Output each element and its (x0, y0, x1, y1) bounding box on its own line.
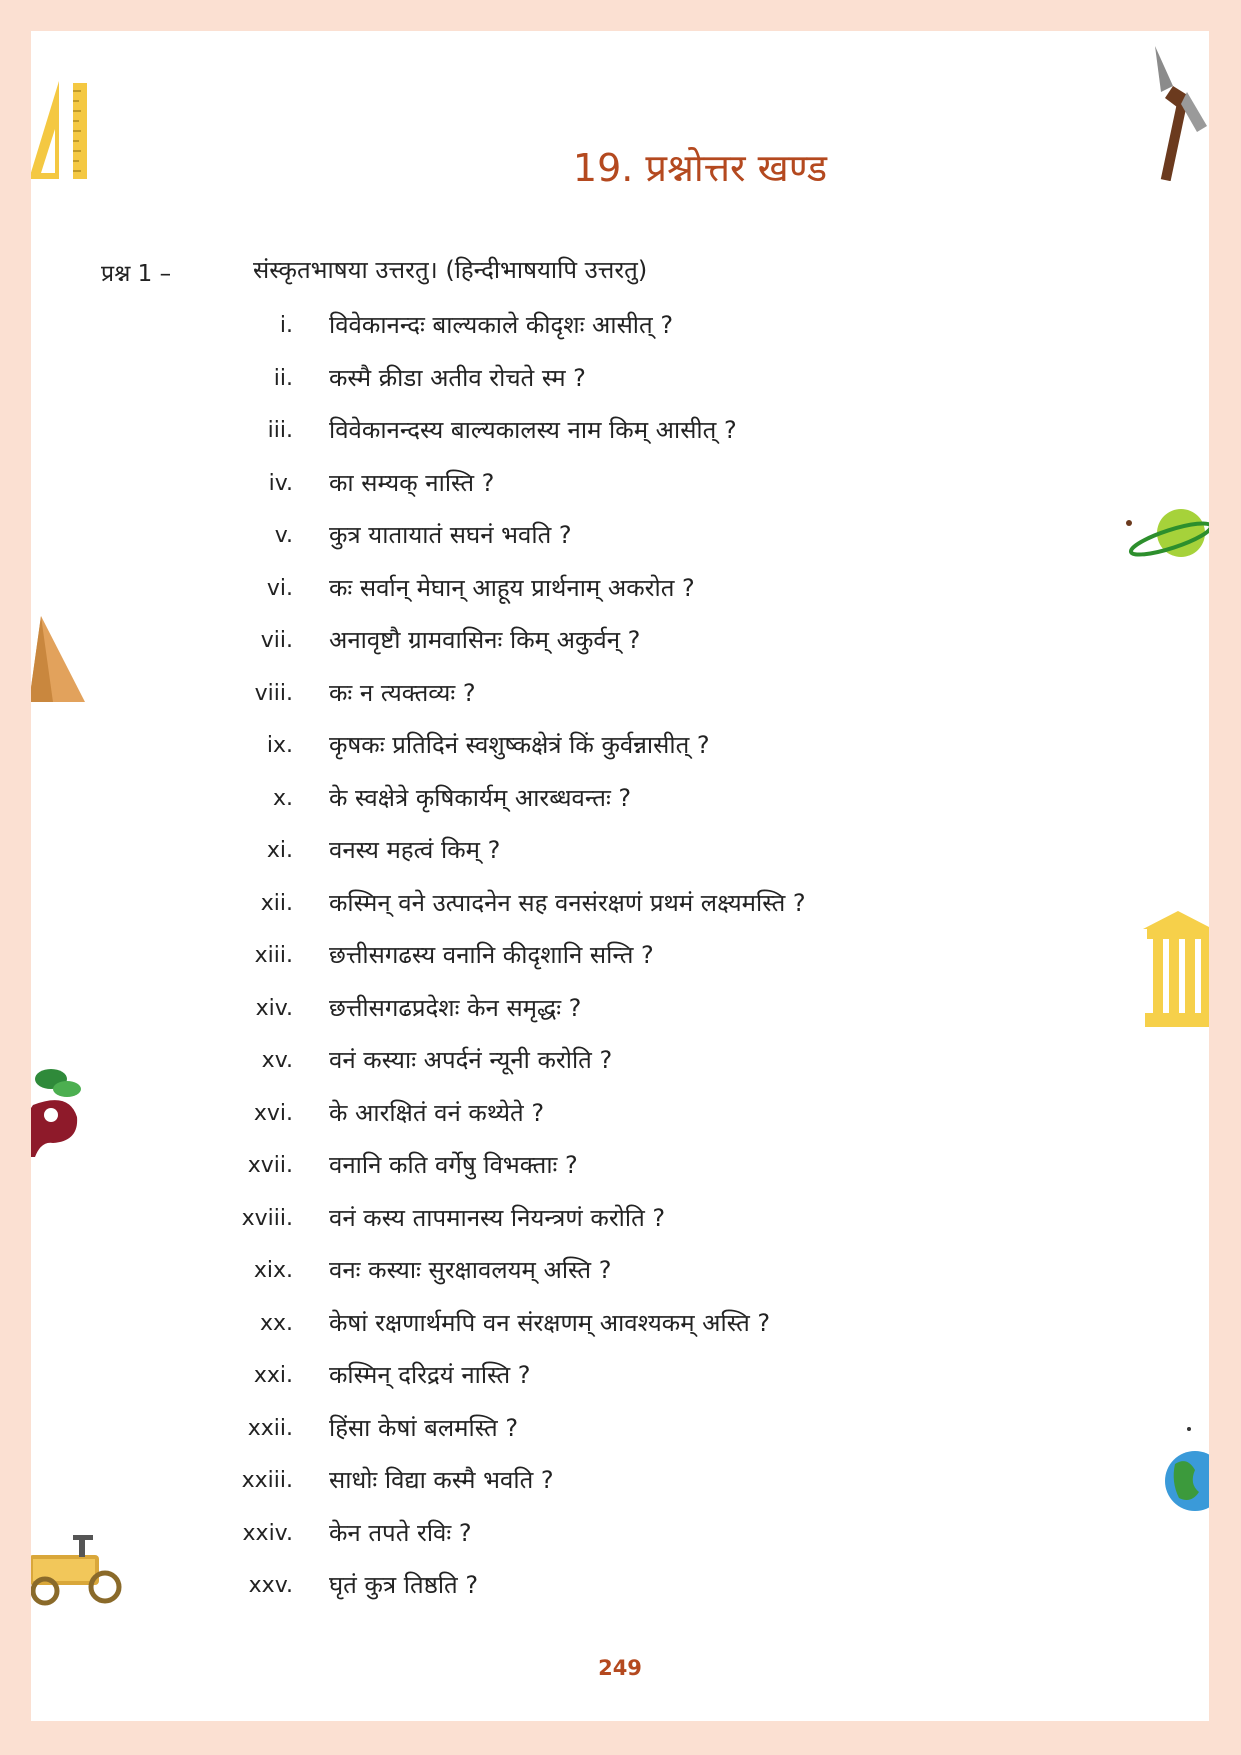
question-number: xxii. (247, 1415, 293, 1441)
question-text: केषां रक्षणार्थमपि वन संरक्षणम् आवश्यकम् अस्ति ? (329, 1308, 771, 1337)
question-text: वनं कस्य तापमानस्य नियन्त्रणं करोति ? (329, 1203, 666, 1232)
question-text: कुत्र यातायातं सघनं भवति ? (329, 521, 572, 549)
question-item (201, 729, 1101, 782)
question-item (201, 834, 1101, 887)
question-label: प्रश्न 1 – (101, 261, 172, 287)
question-text: के आरक्षितं वनं कथ्येते ? (329, 1098, 545, 1127)
question-number: xv. (261, 1048, 293, 1073)
question-item (201, 572, 1101, 625)
question-text: छत्तीसगढस्य वनानि कीदृशानि सन्ति ? (329, 941, 654, 969)
question-text: साधोः विद्या कस्मै भवति ? (329, 1466, 554, 1494)
question-item (201, 309, 1101, 362)
pillar-icon (1143, 911, 1209, 1029)
globe-icon (1161, 1426, 1209, 1516)
question-number: iv. (268, 470, 293, 496)
question-item (201, 1097, 1101, 1150)
question-item (201, 1307, 1101, 1360)
question-text: हिंसा केषां बलमस्ति ? (329, 1413, 519, 1442)
question-number: xii. (260, 890, 293, 916)
question-item (201, 1202, 1101, 1255)
question-number: v. (274, 523, 293, 548)
question-number: viii. (254, 680, 293, 706)
question-item (201, 519, 1101, 572)
question-text: केन तपते रविः ? (329, 1518, 472, 1547)
question-number: xxv. (248, 1573, 293, 1598)
question-number: iii. (267, 418, 293, 443)
question-item (201, 1044, 1101, 1097)
question-number: i. (279, 313, 293, 338)
question-number: xxiii. (241, 1468, 293, 1493)
question-text: कस्मै क्रीडा अतीव रोचते स्म ? (329, 363, 586, 392)
question-text: कृषकः प्रतिदिनं स्वशुष्कक्षेत्रं किं कुर्वन्नासीत् ? (329, 731, 710, 759)
question-item (201, 1359, 1101, 1412)
question-number: vii. (260, 628, 293, 653)
question-number: ii. (273, 365, 293, 391)
question-item (201, 1254, 1101, 1307)
question-item (201, 1517, 1101, 1570)
pyramid-icon (31, 616, 85, 704)
question-text: के स्वक्षेत्रे कृषिकार्यम् आरब्धवन्तः ? (329, 783, 632, 812)
page (31, 31, 1209, 1721)
question-item (201, 1149, 1101, 1202)
question-text: विवेकानन्दस्य बाल्यकालस्य नाम किम् आसीत् ? (329, 416, 737, 444)
question-number: xxiv. (242, 1520, 293, 1546)
question-item (201, 992, 1101, 1045)
question-number: xiv. (255, 995, 293, 1021)
question-item (201, 1412, 1101, 1465)
question-text: कस्मिन् दरिद्रयं नास्ति ? (329, 1361, 531, 1389)
question-text: कः सर्वान् मेघान् आहूय प्रार्थनाम् अकरोत ? (329, 573, 695, 602)
question-number: vi. (266, 575, 293, 601)
question-text: वनः कस्याः सुरक्षावलयम् अस्ति ? (329, 1256, 612, 1284)
page-number: 249 (598, 1656, 642, 1680)
question-item (201, 677, 1101, 730)
question-list (201, 309, 1101, 1622)
question-text: अनावृष्टौ ग्रामवासिनः किम् अकुर्वन् ? (329, 626, 641, 654)
question-item (201, 1569, 1101, 1622)
question-text: वनं कस्याः अपर्दनं न्यूनी करोति ? (329, 1046, 613, 1074)
question-item (201, 414, 1101, 467)
question-item (201, 887, 1101, 940)
question-item (201, 467, 1101, 520)
question-item (201, 782, 1101, 835)
question-item (201, 624, 1101, 677)
question-number: xxi. (253, 1363, 293, 1388)
question-number: xviii. (241, 1205, 293, 1231)
question-number: x. (272, 785, 293, 811)
question-text: विवेकानन्दः बाल्यकाले कीदृशः आसीत् ? (329, 311, 674, 339)
cart-icon (31, 1531, 125, 1611)
question-number: xi. (266, 838, 293, 863)
page-title: 19. प्रश्नोत्तर खण्ड (572, 146, 828, 190)
question-number: xiii. (254, 943, 293, 968)
question-number: xx. (259, 1310, 293, 1336)
question-text: घृतं कुत्र तिष्ठति ? (329, 1571, 479, 1599)
question-number: xvii. (247, 1153, 293, 1178)
question-item (201, 939, 1101, 992)
question-text: छत्तीसगढप्रदेशः केन समृद्धः ? (329, 993, 582, 1022)
question-number: ix. (266, 733, 293, 758)
plant-icon (31, 1061, 85, 1161)
question-number: xix. (253, 1258, 293, 1283)
planet-icon (1121, 501, 1209, 571)
question-item (201, 362, 1101, 415)
question-text: वनस्य महत्वं किम् ? (329, 836, 501, 864)
question-text: कस्मिन् वने उत्पादनेन सह वनसंरक्षणं प्रथमं लक्ष्यमस्ति ? (329, 888, 806, 917)
question-text: वनानि कति वर्गेषु विभक्ताः ? (329, 1151, 578, 1179)
question-item (201, 1464, 1101, 1517)
question-instruction: संस्कृतभाषया उत्तरतु। (हिन्दीभाषयापि उत्तरतु) (253, 256, 648, 284)
question-text: कः न त्यक्तव्यः ? (329, 678, 476, 707)
question-number: xvi. (253, 1100, 293, 1126)
question-text: का सम्यक् नास्ति ? (329, 468, 495, 497)
